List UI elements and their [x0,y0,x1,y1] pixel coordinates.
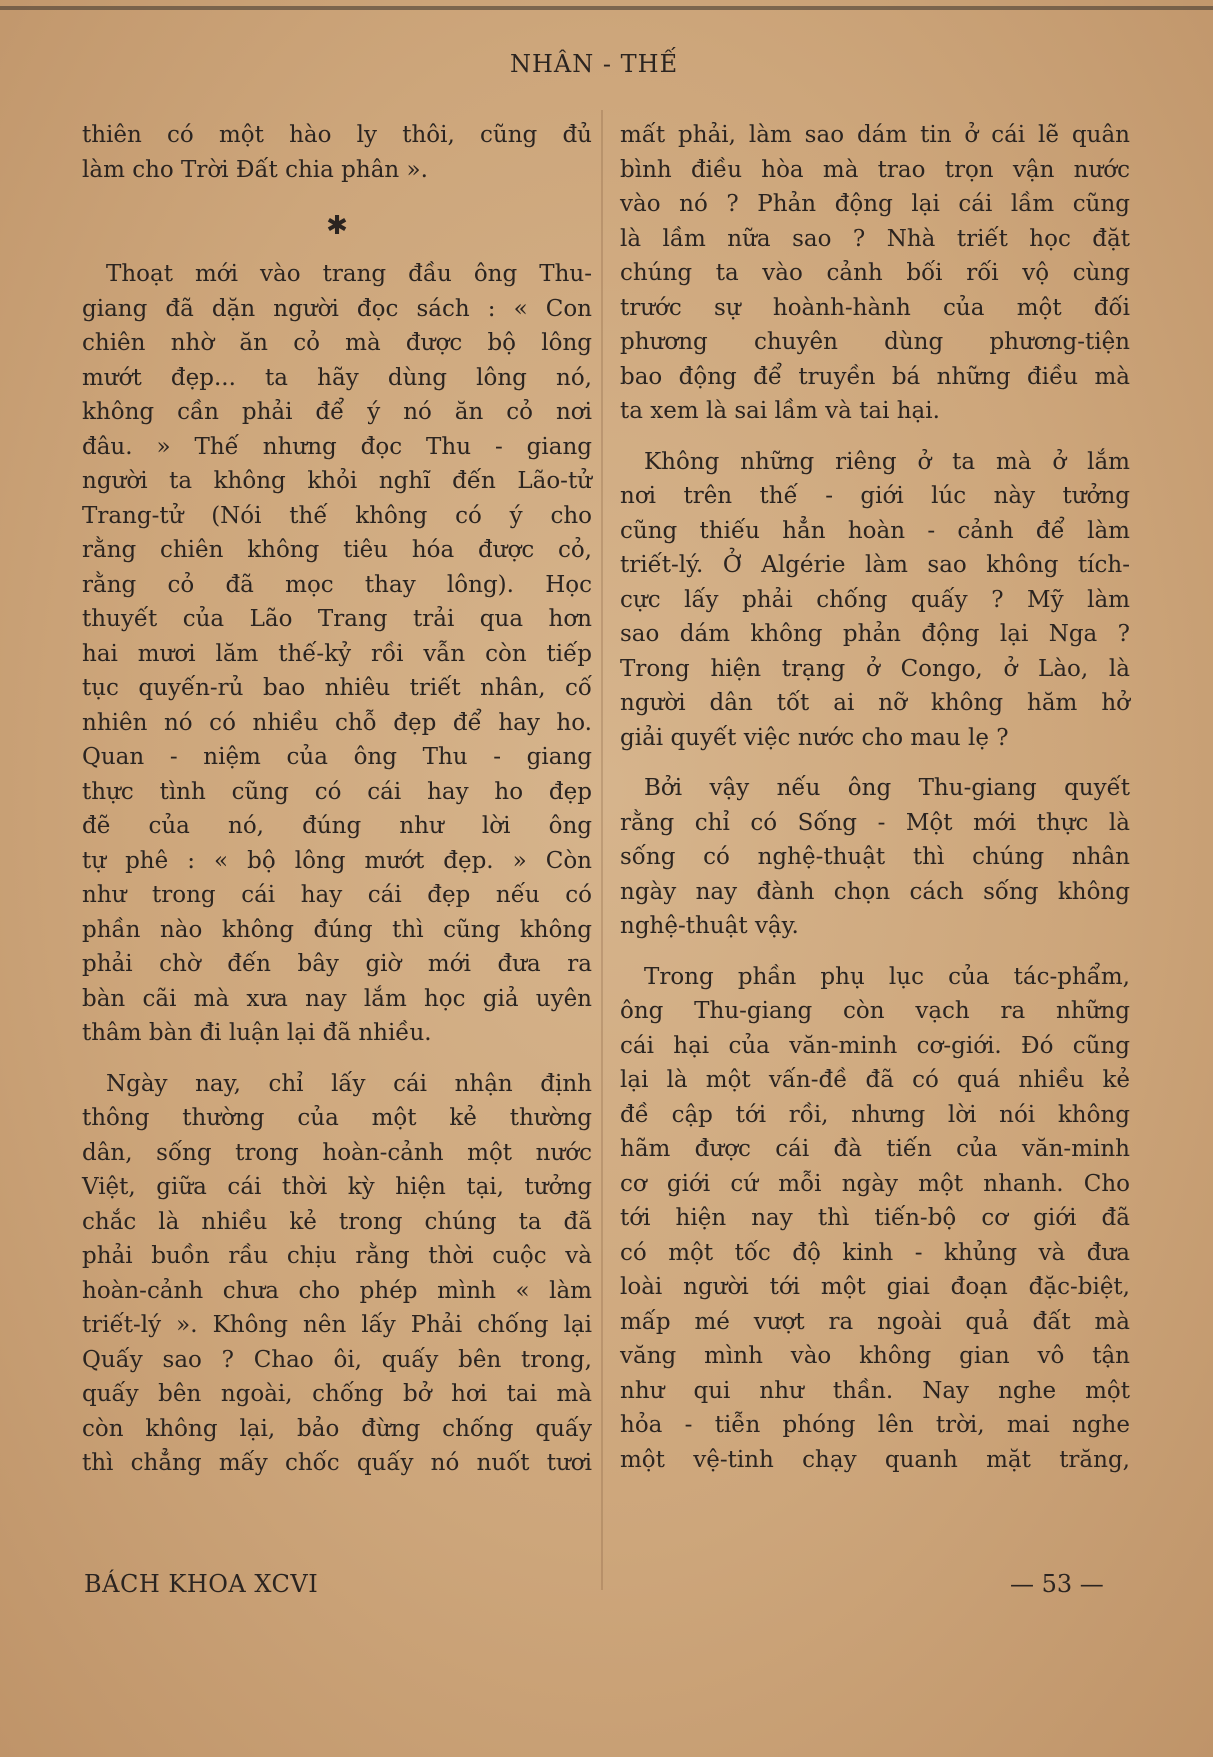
text-line: trước sự hoành-hành của một đối [620,294,1130,321]
text-line: chiên nhờ ăn cỏ mà được bộ lông [82,330,592,356]
text-line: triết-lý. Ở Algérie làm sao không tích- [620,552,1130,578]
text-line: cái hại của văn-minh cơ-giới. Đó cũng [620,1032,1130,1059]
text-line: bình điều hòa mà trao trọn vận nước [620,156,1130,183]
text-line: phải chờ đến bây giờ mới đưa ra [82,951,592,977]
text-line: văng mình vào không gian vô tận [620,1343,1130,1369]
text-line: như qui như thần. Nay nghe một [620,1377,1130,1404]
text-line: đề cập tới rồi, nhưng lời nói không [620,1101,1130,1128]
text-line: triết-lý ». Không nên lấy Phải chống lại [82,1312,592,1338]
text-line: nghệ-thuật vậy. [620,913,799,939]
text-line: hai mươi lăm thế-kỷ rồi vẫn còn tiếp [82,640,592,667]
right-paragraph-2 [620,445,1130,756]
text-line: quấy bên ngoài, chống bở hơi tai mà [82,1381,592,1407]
text-line: sao dám không phản động lại Nga ? [620,621,1130,647]
text-line: hãm được cái đà tiến của văn-minh [620,1136,1130,1162]
text-line: Việt, giữa cái thời kỳ hiện tại, tưởng [82,1174,592,1200]
text-line: mướt đẹp... ta hãy dùng lông nó, [82,364,592,391]
left-paragraph-3 [82,1067,592,1481]
text-line: tới hiện nay thì tiến-bộ cơ giới đã [620,1205,1130,1231]
text-line: ông Thu-giang còn vạch ra những [620,998,1130,1024]
text-line: cũng thiếu hẳn hoàn - cảnh để làm [620,517,1130,544]
text-line: mấp mé vượt ra ngoài quả đất mà [620,1308,1130,1335]
text-line: thâm bàn đi luận lại đã nhiều. [82,1020,432,1046]
text-line: lại là một vấn-đề đã có quá nhiều kẻ [620,1067,1130,1093]
text-line: nhiên nó có nhiều chỗ đẹp để hay ho. [82,709,592,736]
text-line: bàn cãi mà xưa nay lắm học giả uyên [82,985,592,1012]
text-line: Không những riêng ở ta mà ở lắm [644,448,1130,475]
text-line: thuyết của Lão Trang trải qua hơn [82,606,592,632]
page-fold [601,110,603,1590]
left-paragraph-1 [82,118,592,187]
text-line: đâu. » Thế nhưng đọc Thu - giang [82,433,592,460]
right-column [620,118,1130,1477]
text-line: thông thường của một kẻ thường [82,1105,592,1131]
text-line: là lầm nữa sao ? Nhà triết học đặt [620,225,1130,252]
text-line: phần nào không đúng thì cũng không [82,916,592,943]
text-line: cực lấy phải chống quấy ? Mỹ làm [620,586,1130,613]
text-line: chắc là nhiều kẻ trong chúng ta đã [82,1208,592,1235]
text-line: ta xem là sai lầm và tai hại. [620,398,940,424]
text-line: cơ giới cứ mỗi ngày một nhanh. Cho [620,1170,1130,1197]
text-line: thực tình cũng có cái hay ho đẹp [82,778,592,805]
text-line: nơi trên thế - giới lúc này tưởng [620,483,1130,509]
text-line: giải quyết việc nước cho mau lẹ ? [620,724,1009,751]
text-line: hỏa - tiễn phóng lên trời, mai nghe [620,1412,1130,1438]
section-ornament: ✱ [326,211,348,241]
text-line: bao động để truyền bá những điều mà [620,363,1130,390]
text-line: dân, sống trong hoàn-cảnh một nước [82,1139,592,1166]
footer-magazine-title: BÁCH KHOA XCVI [84,1570,319,1598]
text-line: Quấy sao ? Chao ôi, quấy bên trong, [82,1346,592,1373]
text-line: tục quyến-rủ bao nhiêu triết nhân, cố [82,675,592,701]
text-line: còn không lại, bảo đừng chống quấy [82,1415,592,1442]
text-line: phương chuyên dùng phương-tiện [620,329,1130,355]
text-line: người dân tốt ai nỡ không hăm hở [620,690,1130,716]
text-line: phải buồn rầu chịu rằng thời cuộc và [82,1243,592,1269]
text-line: loài người tới một giai đoạn đặc-biệt, [620,1274,1130,1300]
text-line: Trang-tử (Nói thế không có ý cho [82,502,592,529]
running-header: NHÂN - THẾ [510,50,679,78]
text-line: Thoạt mới vào trang đầu ông Thu- [106,261,592,287]
left-column [82,118,592,1481]
text-line: có một tốc độ kinh - khủng và đưa [620,1239,1130,1266]
text-line: thiên có một hào ly thôi, cũng đủ [82,122,592,148]
text-line: làm cho Trời Đất chia phân ». [82,156,428,183]
text-line: chúng ta vào cảnh bối rối vộ cùng [620,260,1130,286]
text-line: tự phê : « bộ lông mướt đẹp. » Còn [82,847,592,874]
left-paragraph-2 [82,257,592,1051]
top-edge-rule [0,6,1213,10]
text-line: như trong cái hay cái đẹp nếu có [82,882,592,908]
text-line: rằng chiên không tiêu hóa được cỏ, [82,537,592,563]
text-line: Ngày nay, chỉ lấy cái nhận định [106,1070,592,1097]
right-paragraph-1 [620,118,1130,429]
right-paragraph-4 [620,960,1130,1478]
right-paragraph-3 [620,771,1130,944]
text-line: Quan - niệm của ông Thu - giang [82,744,592,770]
text-line: một vệ-tinh chạy quanh mặt trăng, [620,1446,1130,1473]
text-line: mất phải, làm sao dám tin ở cái lẽ quân [620,122,1130,148]
text-line: hoàn-cảnh chưa cho phép mình « làm [82,1277,592,1304]
text-line: rằng chỉ có Sống - Một mới thực là [620,809,1130,836]
text-line: Trong hiện trạng ở Congo, ở Lào, là [620,655,1130,682]
footer-page-number: — 53 — [1010,1570,1104,1598]
text-line: ngày nay đành chọn cách sống không [620,878,1130,905]
text-line: người ta không khỏi nghĩ đến Lão-tử [82,468,592,494]
text-line: thì chẳng mấy chốc quấy nó nuốt tươi [82,1450,592,1476]
text-line: sống có nghệ-thuật thì chúng nhân [620,844,1130,870]
text-line: rằng cỏ đã mọc thay lông). Học [82,571,592,598]
text-line: giang đã dặn người đọc sách : « Con [82,295,592,322]
text-line: Bởi vậy nếu ông Thu-giang quyết [644,775,1130,801]
text-line: không cần phải để ý nó ăn cỏ nơi [82,399,592,425]
text-line: Trong phần phụ lục của tác-phẩm, [644,963,1130,990]
text-line: đẽ của nó, đúng như lời ông [82,813,592,839]
text-line: vào nó ? Phản động lại cái lầm cũng [620,191,1130,217]
